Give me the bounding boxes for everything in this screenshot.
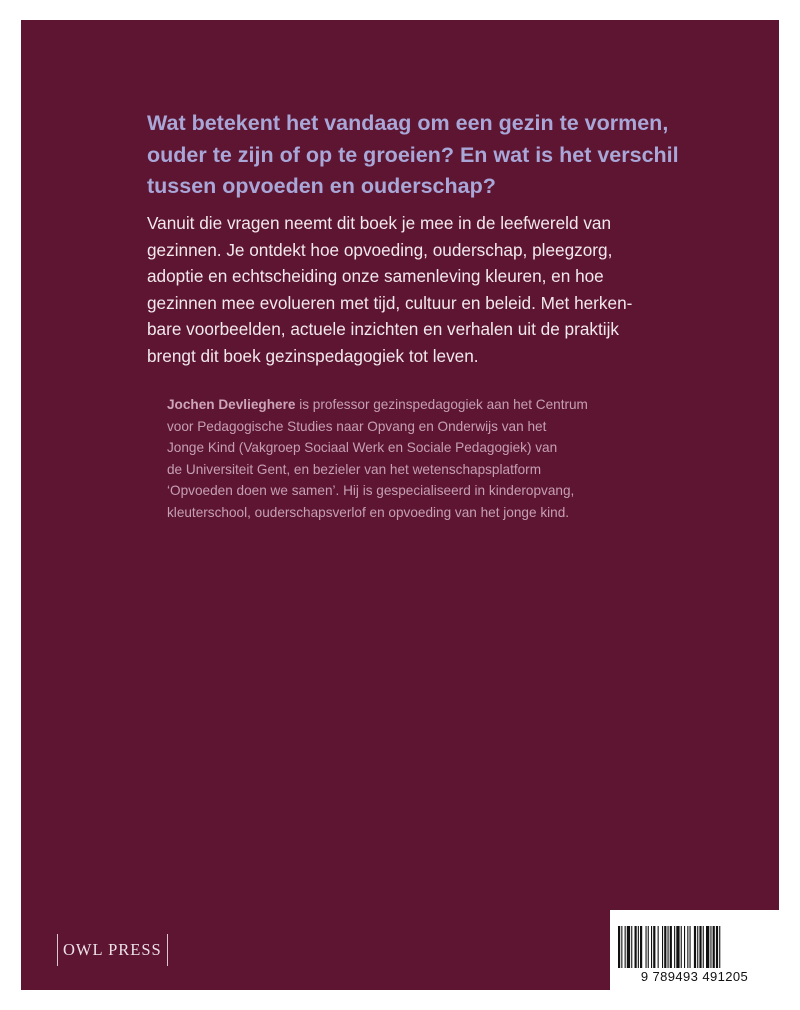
publisher-logo — [57, 934, 168, 966]
barcode-bar — [618, 926, 620, 968]
bio-first-line-text: is professor gezinspedagogiek aan het Centrum — [295, 397, 588, 412]
barcode-bar — [662, 926, 663, 968]
blurb-paragraph — [147, 210, 707, 369]
bio-line: Jonge Kind (Vakgroep Sociaal Werk en Sociale Pedagogiek) van — [167, 440, 558, 455]
barcode-bar — [635, 926, 637, 968]
barcode-bar — [638, 926, 639, 968]
barcode-bar — [625, 926, 626, 968]
barcode-bar — [640, 926, 642, 968]
author-bio — [167, 394, 687, 523]
barcode-bar — [668, 926, 669, 968]
barcode-bar — [699, 926, 701, 968]
barcode-bar — [681, 926, 682, 968]
barcode-bar — [651, 926, 652, 968]
blurb-line: brengt dit boek gezinspedagogiek tot leven. — [147, 345, 479, 366]
barcode-bar — [703, 926, 704, 968]
isbn-barcode — [610, 910, 779, 990]
bio-line: ‘Opvoeden doen we samen’. Hij is gespecialiseerd in kinderopvang, — [167, 483, 575, 498]
blurb-line: gezinnen mee evolueren met tijd, cultuur en beleid. Met herken- — [147, 292, 633, 313]
barcode-bar — [627, 926, 630, 968]
blurb-line: bare voorbeelden, actuele inzichten en verhalen uit de praktijk — [147, 319, 620, 339]
barcode-bar — [706, 926, 709, 968]
bio-line: de Universiteit Gent, en bezieler van het wetenschapsplatform — [167, 461, 542, 477]
barcode-bar — [631, 926, 632, 968]
barcode-bar — [690, 926, 691, 968]
barcode-bar — [710, 926, 711, 968]
barcode-bar — [646, 926, 647, 968]
blurb-line: gezinnen. Je ontdekt hoe opvoeding, ouderschap, pleegzorg, — [147, 239, 613, 260]
intro-line: Wat betekent het vandaag om een gezin te vormen, — [147, 111, 669, 135]
isbn-number: 9 789493 491205 — [640, 969, 749, 984]
barcode-bar — [664, 926, 666, 968]
bio-line — [167, 394, 687, 416]
bio-line: voor Pedagogische Studies naar Opvang en Onderwijs van het — [167, 418, 547, 434]
barcode-bar — [687, 926, 688, 968]
barcode-bar — [697, 926, 698, 968]
back-cover — [21, 20, 779, 990]
barcode-bar — [653, 926, 655, 968]
barcode-bar — [621, 926, 622, 968]
publisher-name: OWL PRESS — [63, 940, 162, 959]
author-name: Jochen Devlieghere — [167, 397, 296, 412]
barcode-bar — [694, 926, 696, 968]
barcode-bar — [716, 926, 718, 968]
barcode-bar — [713, 926, 715, 968]
barcode-bar — [648, 926, 649, 968]
barcode-bar — [684, 926, 685, 968]
barcode-bar — [658, 926, 659, 968]
barcode-bar — [674, 926, 675, 968]
barcode-bar — [670, 926, 672, 968]
barcode-bars — [618, 926, 771, 968]
blurb-line: Vanuit die vragen neemt dit boek je mee in de leefwereld van — [147, 213, 612, 233]
intro-line: tussen opvoeden en ouderschap? — [147, 174, 496, 198]
bio-line: kleuterschool, ouderschapsverlof en opvoeding van het jonge kind. — [167, 504, 570, 520]
barcode-bar — [719, 926, 720, 968]
intro-line: ouder te zijn of op te groeien? En wat is het verschil — [147, 142, 679, 167]
intro-question — [147, 108, 707, 203]
blurb-line: adoptie en echtscheiding onze samenleving kleuren, en hoe — [147, 266, 604, 286]
barcode-bar — [676, 926, 679, 968]
